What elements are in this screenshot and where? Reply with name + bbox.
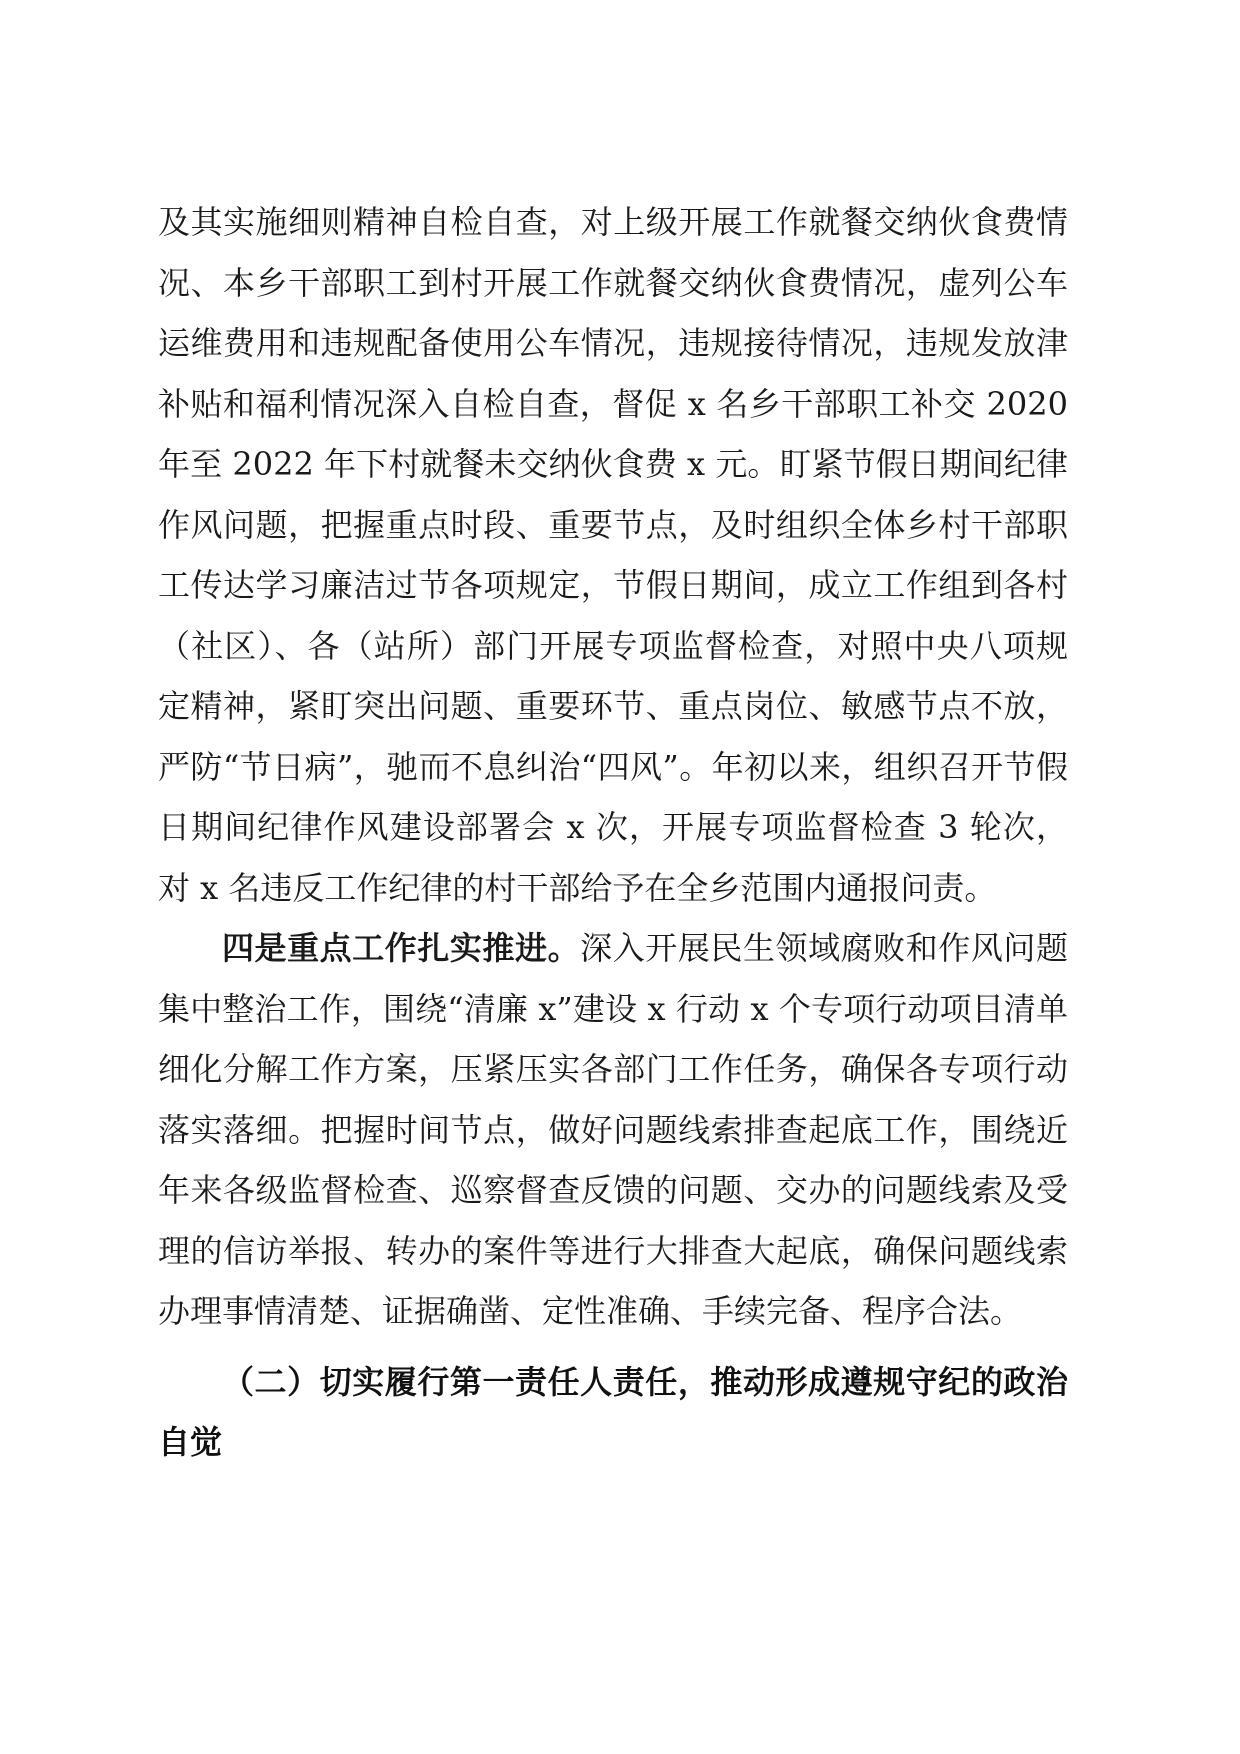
- paragraph-self-inspection: [158, 192, 1068, 918]
- section-heading: （二）切实履行第一责任人责任，推动形成遵规守纪的政治自觉: [158, 1362, 1068, 1461]
- paragraph-text: 及其实施细则精神自检自查，对上级开展工作就餐交纳伙食费情况、本乡干部职工到村开展工作就餐交纳伙食费情况，虚列公车运维费用和违规配备使用公车情况，违规接待情况，违规发放津补贴和福利情况深入自检自查，督促 x 名乡干部职工补交 2020 年至 2022 年下村就餐未交纳伙食费 x 元。盯紧节假日期间纪律作风问题，把握重点时段、重要节点，及时组织全体乡村干部职工传达学习廉洁过节各项规定，节假日期间，成立工作组到各村（社区）、各（站所）部门开展专项监督检查，对照中央八项规定精神，紧盯突出问题、重要环节、重点岗位、敏感节点不放，严防“节日病”，驰而不息纠治“四风”。年初以来，组织召开节假日期间纪律作风建设部署会 x 次，开展专项监督检查 3 轮次，对 x 名违反工作纪律的村干部给予在全乡范围内通报问责。: [158, 203, 1068, 907]
- paragraph-key-work: [158, 918, 1068, 1342]
- paragraph-text: 深入开展民生领域腐败和作风问题集中整治工作，围绕“清廉 x”建设 x 行动 x 个专项行动项目清单细化分解工作方案，压紧压实各部门工作任务，确保各专项行动落实落细。把握时间节点，做好问题线索排查起底工作，围绕近年来各级监督检查、巡察督查反馈的问题、交办的问题线索及受理的信访举报、转办的案件等进行大排查大起底，确保问题线索办理事情清楚、证据确凿、定性准确、手续完备、程序合法。: [158, 929, 1068, 1330]
- document-body: [158, 192, 1068, 1473]
- paragraph-lead: 四是重点工作扎实推进。: [222, 929, 581, 967]
